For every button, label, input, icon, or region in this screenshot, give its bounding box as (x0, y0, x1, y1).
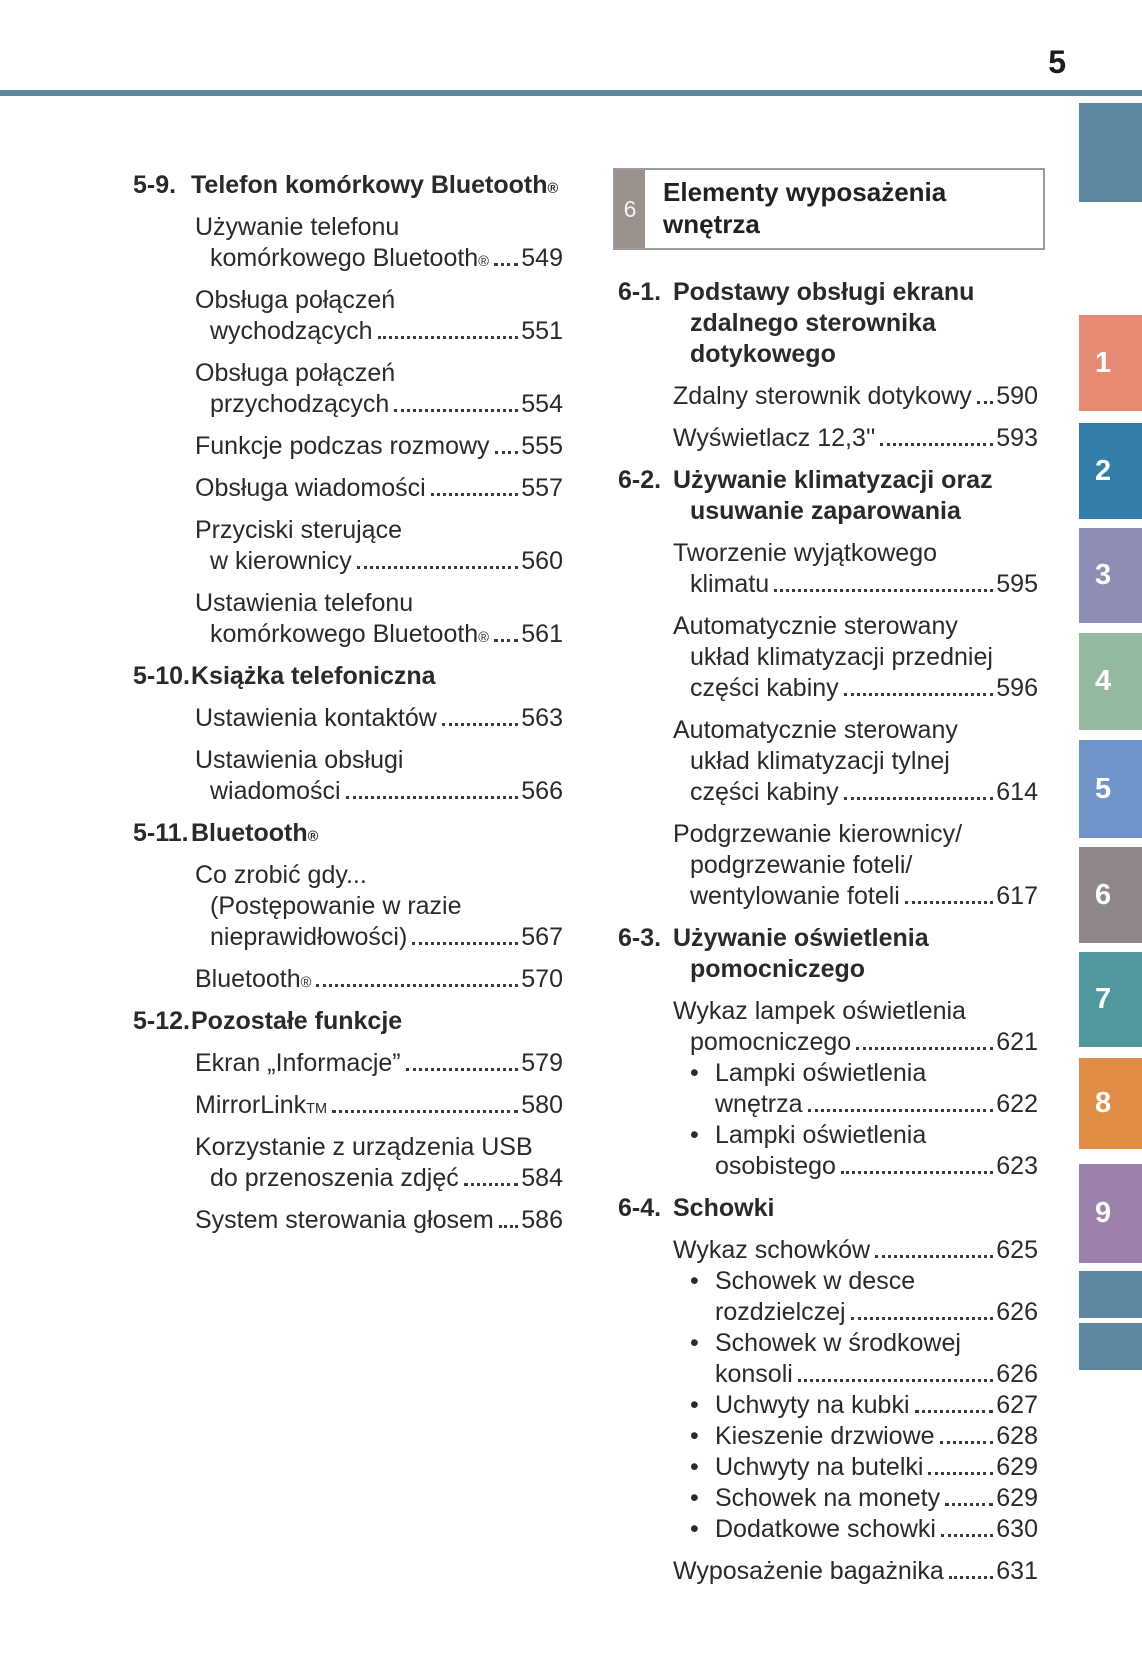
toc-entry-line: wentylowanie foteli 617 (690, 882, 1038, 910)
chapter-tab-3 (1079, 528, 1142, 623)
dotted-leader (880, 443, 993, 446)
page-ref: 554 (521, 390, 563, 418)
page-ref: 560 (521, 547, 563, 575)
page-ref: 621 (996, 1028, 1038, 1056)
page-ref: 555 (521, 432, 563, 460)
page-ref: 596 (996, 674, 1038, 702)
toc-bullet-line: • Uchwyty na kubki 627 (690, 1391, 1038, 1419)
toc-section-heading: 5-9. Telefon komórkowy Bluetooth ® (133, 171, 559, 199)
bullet-icon: • (690, 1422, 699, 1450)
toc-section-heading-line: dotykowego (690, 340, 836, 368)
page-ref: 584 (521, 1164, 563, 1192)
chapter-tab-2 (1079, 423, 1142, 519)
page-ref: 590 (996, 382, 1038, 410)
dotted-leader (332, 1110, 518, 1113)
chapter-tab-label: 2 (1095, 454, 1112, 487)
page-ref: 567 (521, 923, 563, 951)
chapter-title (645, 170, 946, 248)
chapter-tab-label: 8 (1095, 1087, 1112, 1119)
dotted-leader (915, 1410, 994, 1413)
dotted-leader (494, 639, 518, 642)
toc-entry-line: Obsługa wiadomości 557 (195, 474, 563, 502)
chapter-tab-label: 7 (1095, 983, 1112, 1015)
bullet-icon: • (690, 1121, 699, 1149)
page-ref: 566 (521, 777, 563, 805)
dotted-leader (941, 1534, 993, 1537)
chapter-tab-label: 4 (1095, 665, 1112, 697)
page-ref: 561 (521, 620, 563, 648)
toc-entry-line: Ustawienia kontaktów 563 (195, 704, 563, 732)
bullet-icon: • (690, 1267, 699, 1295)
chapter-tab-label: 5 (1095, 772, 1112, 805)
toc-section-heading: 5-11. Bluetooth ® (133, 819, 319, 847)
toc-entry-line: Ustawienia obsługi (195, 746, 404, 774)
page-ref: 626 (996, 1298, 1038, 1326)
toc-entry-line: Wykaz lampek oświetlenia (673, 997, 966, 1025)
toc-bullet-line: • Lampki oświetlenia (690, 1059, 927, 1087)
toc-entry-line: Wyświetlacz 12,3'' 593 (673, 424, 1038, 452)
chapter-tab-label: 1 (1095, 346, 1112, 379)
chapter-tab-4 (1079, 633, 1142, 730)
toc-entry-line: układ klimatyzacji przedniej (690, 643, 993, 671)
toc-entry-line: Ustawienia telefonu (195, 589, 414, 617)
page-ref: 570 (521, 965, 563, 993)
toc-entry-line: Przyciski sterujące (195, 516, 402, 544)
toc-entry-line: części kabiny 614 (690, 778, 1038, 806)
dotted-leader (442, 723, 518, 726)
page-ref: 625 (996, 1236, 1038, 1264)
toc-entry-line: wychodzących 551 (210, 317, 563, 345)
page-ref: 580 (521, 1091, 563, 1119)
toc-entry-line: Tworzenie wyjątkowego (673, 539, 938, 567)
dotted-leader (464, 1183, 519, 1186)
toc-entry-line: przychodzących 554 (210, 390, 563, 418)
chapter-title-line2: wnętrza (663, 209, 760, 239)
page-ref: 629 (996, 1453, 1038, 1481)
chapter-tab-1 (1079, 315, 1142, 411)
toc-entry-line: Wykaz schowków 625 (673, 1236, 1038, 1264)
toc-entry-line: Obsługa połączeń (195, 286, 396, 314)
toc-section-heading: 5-12. Pozostałe funkcje (133, 1007, 403, 1035)
toc-bullet-line: • Schowek w środkowej (690, 1329, 961, 1357)
page-ref: 595 (996, 570, 1038, 598)
toc-bullet-line: rozdzielczej 626 (715, 1298, 1038, 1326)
dotted-leader (774, 589, 993, 592)
toc-left-column (133, 170, 563, 1236)
page-ref: 623 (996, 1152, 1038, 1180)
dotted-leader (844, 797, 994, 800)
bullet-icon: • (690, 1329, 699, 1357)
toc-bullet-line: • Schowek w desce (690, 1267, 916, 1295)
toc-entry-line: pomocniczego 621 (690, 1028, 1038, 1056)
toc-entry-line: Obsługa połączeń (195, 359, 396, 387)
page-ref: 628 (996, 1422, 1038, 1450)
dotted-leader (851, 1317, 994, 1320)
toc-entry-line: klimatu 595 (690, 570, 1038, 598)
dotted-leader (940, 1441, 994, 1444)
toc-entry-line: Co zrobić gdy... (195, 861, 367, 889)
chapter-tab (1079, 103, 1142, 202)
page-ref: 626 (996, 1360, 1038, 1388)
header-rule (0, 90, 1142, 96)
dotted-leader (875, 1255, 993, 1258)
toc-entry-line: MirrorLink TM 580 (195, 1091, 563, 1119)
chapter-tab-label: 3 (1095, 559, 1112, 591)
dotted-leader (346, 796, 519, 799)
dotted-leader (928, 1472, 993, 1475)
chapter-tab-label: 6 (1095, 878, 1112, 911)
toc-entry-line: części kabiny 596 (690, 674, 1038, 702)
page-ref: 631 (996, 1557, 1038, 1585)
dotted-leader (841, 1171, 993, 1174)
toc-entry-line: Funkcje podczas rozmowy 555 (195, 432, 563, 460)
toc-entry-line: Wyposażenie bagażnika 631 (673, 1557, 1038, 1585)
page-ref: 593 (996, 424, 1038, 452)
toc-bullet-line: • Dodatkowe schowki 630 (690, 1515, 1038, 1543)
dotted-leader (412, 942, 518, 945)
toc-bullet-line: wnętrza 622 (715, 1090, 1038, 1118)
page-ref: 622 (996, 1090, 1038, 1118)
page-ref: 549 (521, 244, 563, 272)
toc-entry-line: Korzystanie z urządzenia USB (195, 1133, 533, 1161)
toc-entry-line: nieprawidłowości) 567 (210, 923, 563, 951)
bullet-icon: • (690, 1453, 699, 1481)
toc-entry-line: Używanie telefonu (195, 213, 400, 241)
page-ref: 627 (996, 1391, 1038, 1419)
chapter-header-box (613, 168, 1045, 250)
page-number: 5 (1048, 44, 1066, 80)
dotted-leader (494, 263, 518, 266)
page-ref: 617 (996, 882, 1038, 910)
toc-bullet-line: konsoli 626 (715, 1360, 1038, 1388)
dotted-leader (856, 1047, 993, 1050)
dotted-leader (357, 566, 519, 569)
toc-entry-line: podgrzewanie foteli/ (690, 851, 913, 879)
dotted-leader (945, 1503, 993, 1506)
toc-entry-line: (Postępowanie w razie (210, 892, 462, 920)
toc-section-heading: 5-10. Książka telefoniczna (133, 662, 436, 690)
page-ref: 630 (996, 1515, 1038, 1543)
dotted-leader (394, 409, 518, 412)
dotted-leader (378, 336, 519, 339)
toc-entry-line: Automatycznie sterowany (673, 612, 958, 640)
toc-entry-line: komórkowego Bluetooth ® 561 (210, 620, 563, 648)
toc-bullet-line: osobistego 623 (715, 1152, 1038, 1180)
bullet-icon: • (690, 1059, 699, 1087)
chapter-tab-6 (1079, 847, 1142, 943)
dotted-leader (495, 451, 519, 454)
page-ref: 579 (521, 1049, 563, 1077)
toc-entry-line: układ klimatyzacji tylnej (690, 747, 950, 775)
toc-bullet-line: • Lampki oświetlenia (690, 1121, 927, 1149)
toc-bullet-line: • Uchwyty na butelki 629 (690, 1453, 1038, 1481)
toc-entry-line: wiadomości 566 (210, 777, 563, 805)
dotted-leader (499, 1225, 519, 1228)
chapter-tab-label: 9 (1095, 1197, 1112, 1229)
bullet-icon: • (690, 1515, 699, 1543)
dotted-leader (431, 493, 519, 496)
toc-section-heading-line: pomocniczego (690, 955, 866, 983)
toc-section-heading: 6-3. Używanie oświetlenia (618, 924, 929, 952)
chapter-tab-7 (1079, 952, 1142, 1047)
bullet-icon: • (690, 1391, 699, 1419)
dotted-leader (798, 1379, 993, 1382)
chapter-number-chip (615, 170, 645, 248)
toc-entry-line: w kierownicy 560 (210, 547, 563, 575)
dotted-leader (977, 401, 994, 404)
chapter-tab-5 (1079, 740, 1142, 838)
chapter-tab-8 (1079, 1058, 1142, 1149)
toc-right-column (618, 277, 1038, 1587)
page-ref: 586 (521, 1206, 563, 1234)
dotted-leader (316, 984, 518, 987)
toc-bullet-line: • Kieszenie drzwiowe 628 (690, 1422, 1038, 1450)
chapter-number: 6 (623, 195, 637, 222)
dotted-leader (844, 693, 994, 696)
chapter-tab-9 (1079, 1164, 1142, 1263)
bullet-icon: • (690, 1484, 699, 1512)
page-ref: 629 (996, 1484, 1038, 1512)
toc-entry-line: Zdalny sterownik dotykowy 590 (673, 382, 1038, 410)
chapter-tab (1079, 1323, 1142, 1370)
toc-section-heading-line: zdalnego sterownika (690, 309, 936, 337)
toc-section-heading: 6-4. Schowki (618, 1194, 775, 1222)
page-ref: 557 (521, 474, 563, 502)
dotted-leader (949, 1576, 994, 1579)
dotted-leader (808, 1109, 994, 1112)
toc-entry-line: Bluetooth ® 570 (195, 965, 563, 993)
toc-section-heading: 6-2. Używanie klimatyzacji oraz (618, 466, 993, 494)
toc-section-heading: 6-1. Podstawy obsługi ekranu (618, 278, 975, 306)
toc-entry-line: komórkowego Bluetooth ® 549 (210, 244, 563, 272)
toc-entry-line: System sterowania głosem 586 (195, 1206, 563, 1234)
toc-entry-line: Podgrzewanie kierownicy/ (673, 820, 963, 848)
dotted-leader (905, 901, 993, 904)
toc-section-heading-line: usuwanie zaparowania (690, 497, 961, 525)
chapter-tab (1079, 1271, 1142, 1318)
dotted-leader (406, 1068, 519, 1071)
toc-entry-line: Ekran „Informacje” 579 (195, 1049, 563, 1077)
page-ref: 551 (521, 317, 563, 345)
page-ref: 563 (521, 704, 563, 732)
toc-bullet-line: • Schowek na monety 629 (690, 1484, 1038, 1512)
page-ref: 614 (996, 778, 1038, 806)
toc-entry-line: do przenoszenia zdjęć 584 (210, 1164, 563, 1192)
toc-entry-line: Automatycznie sterowany (673, 716, 958, 744)
chapter-title-line1: Elementy wyposażenia (663, 177, 947, 207)
